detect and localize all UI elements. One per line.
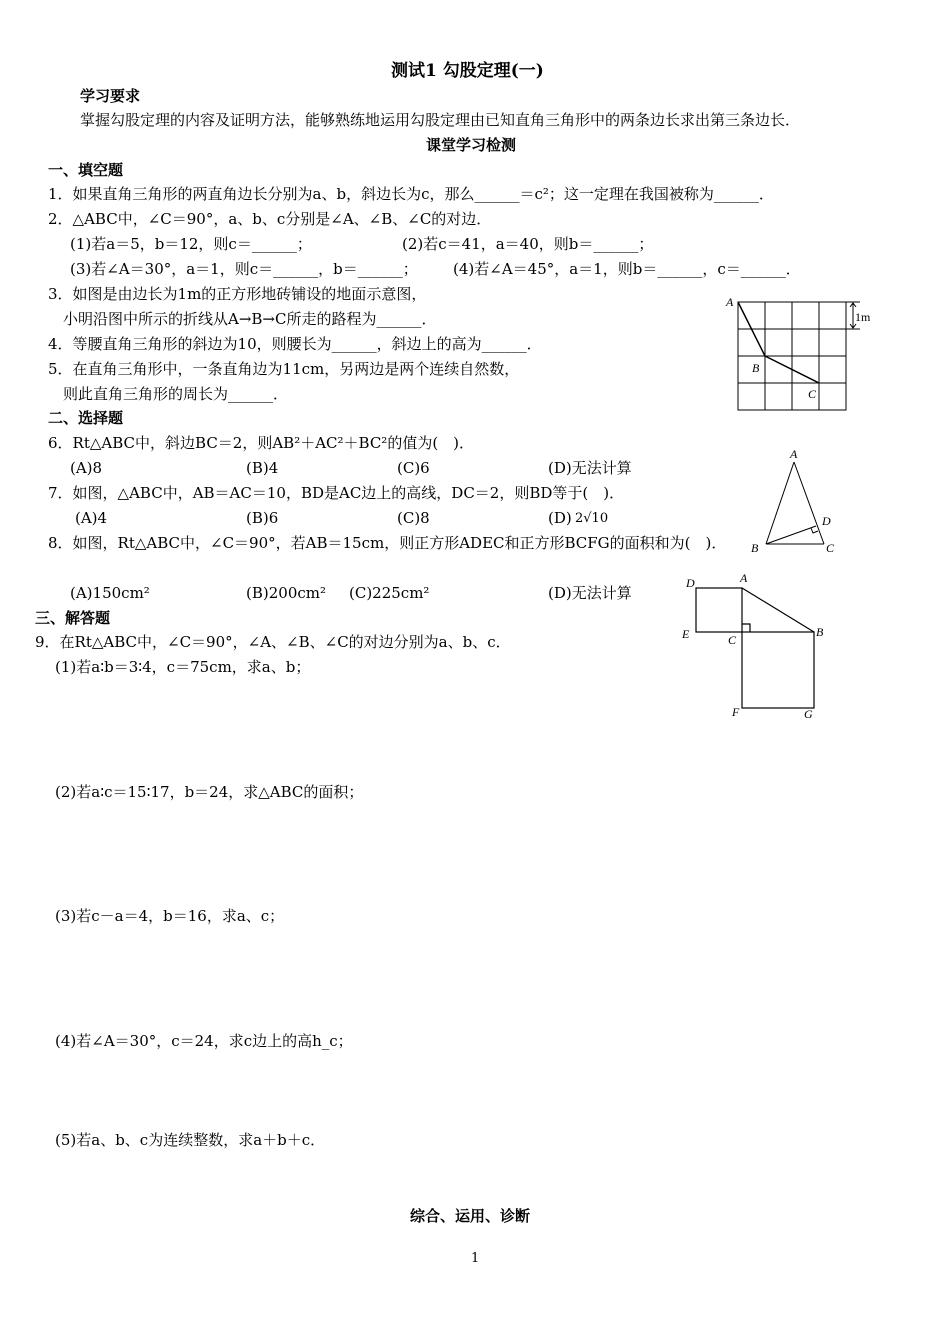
fig2-label-d: D (822, 514, 831, 528)
section-multiple-choice: 二、选择题 (48, 409, 124, 427)
fig2-label-c: C (826, 541, 835, 555)
q7-option-d-value: 2√10 (575, 511, 609, 526)
question-2: 2．△ABC中，∠C＝90°，a、b、c分别是∠A、∠B、∠C的对边． (48, 210, 492, 228)
fig2-label-b: B (751, 541, 759, 555)
question-9: 9．在Rt△ABC中，∠C＝90°，∠A、∠B、∠C的对边分别为a、b、c． (35, 633, 511, 651)
q6-option-b: (B)4 (246, 459, 279, 477)
q6-option-a: (A)8 (70, 459, 103, 477)
fig1-label-b: B (752, 361, 760, 375)
question-9-part-4: (4)若∠A＝30°，c＝24，求c边上的高h_c； (55, 1032, 353, 1050)
requirements-text: 掌握勾股定理的内容及证明方法，能够熟练地运用勾股定理由已知直角三角形中的两条边长求出第三条边长． (80, 111, 801, 129)
fig2-label-a: A (790, 448, 798, 461)
triangle-altitude-figure (748, 448, 848, 558)
tile-grid-figure (724, 294, 874, 414)
question-6: 6．Rt△ABC中，斜边BC＝2，则AB²＋AC²＋BC²的值为( )． (48, 434, 475, 452)
q8-option-d: (D)无法计算 (548, 584, 632, 602)
question-2-part-1: (1)若a＝5，b＝12，则c＝______； (70, 235, 312, 253)
question-3-line-1: 3．如图是由边长为1m的正方形地砖铺设的地面示意图， (48, 285, 427, 303)
fig3-label-b: B (816, 625, 824, 639)
question-3-line-2: 小明沿图中所示的折线从A→B→C所走的路程为______． (63, 310, 437, 328)
question-7: 7．如图，△ABC中，AB＝AC＝10，BD是AC边上的高线，DC＝2，则BD等于( )． (48, 484, 625, 502)
q8-option-b: (B)200cm² (246, 584, 326, 602)
q7-option-b: (B)6 (246, 509, 279, 527)
fig3-label-c: C (728, 633, 737, 647)
q6-option-d: (D)无法计算 (548, 459, 632, 477)
fig3-label-f: F (732, 705, 740, 719)
section-solve: 三、解答题 (35, 609, 111, 627)
q7-option-d: (D) (548, 509, 572, 527)
fig1-label-a: A (726, 295, 734, 309)
requirements-heading: 学习要求 (80, 87, 141, 105)
question-4: 4．等腰直角三角形的斜边为10，则腰长为______，斜边上的高为______． (48, 335, 542, 353)
fig3-label-e: E (682, 627, 690, 641)
page-number: 1 (471, 1251, 480, 1266)
question-1: 1．如果直角三角形的两直角边长分别为a、b，斜边长为c，那么______＝c²；这一定理在我国被称为______． (48, 185, 774, 203)
q8-option-c: (C)225cm² (349, 584, 430, 602)
page-title: 测试1 勾股定理(一) (391, 61, 544, 81)
question-8: 8．如图，Rt△ABC中，∠C＝90°，若AB＝15cm，则正方形ADEC和正方形BCFG的面积和为( )． (48, 534, 727, 552)
q6-option-c: (C)6 (397, 459, 430, 477)
question-5-line-1: 5．在直角三角形中，一条直角边为11cm，另两边是两个连续自然数， (48, 360, 520, 378)
question-9-part-2: (2)若a∶c＝15∶17，b＝24，求△ABC的面积； (55, 783, 364, 801)
section-fill-blank: 一、填空题 (48, 161, 124, 179)
q7-option-c: (C)8 (397, 509, 430, 527)
q8-option-a: (A)150cm² (70, 584, 150, 602)
fig1-label-c: C (808, 387, 817, 401)
class-heading: 课堂学习检测 (426, 136, 517, 154)
section-comprehensive: 综合、运用、诊断 (410, 1207, 531, 1225)
fig1-unit-label: 1m (855, 310, 871, 324)
fig3-label-a: A (740, 571, 748, 585)
question-9-part-5: (5)若a、b、c为连续整数，求a＋b＋c． (55, 1131, 326, 1149)
question-2-part-2: (2)若c＝41，a＝40，则b＝______； (402, 235, 654, 253)
q7-option-a: (A)4 (75, 509, 108, 527)
fig3-label-g: G (804, 707, 813, 721)
question-2-part-4: (4)若∠A＝45°，a＝1，则b＝______，c＝______． (453, 260, 801, 278)
fig3-label-d: D (686, 576, 695, 590)
question-9-part-3: (3)若c－a＝4，b＝16，求a、c； (55, 907, 285, 925)
question-5-line-2: 则此直角三角形的周长为______． (63, 385, 289, 403)
question-2-part-3: (3)若∠A＝30°，a＝1，则c＝______，b＝______； (70, 260, 418, 278)
question-9-part-1: (1)若a∶b＝3∶4，c＝75cm，求a、b； (55, 658, 311, 676)
squares-triangle-figure (680, 568, 830, 728)
